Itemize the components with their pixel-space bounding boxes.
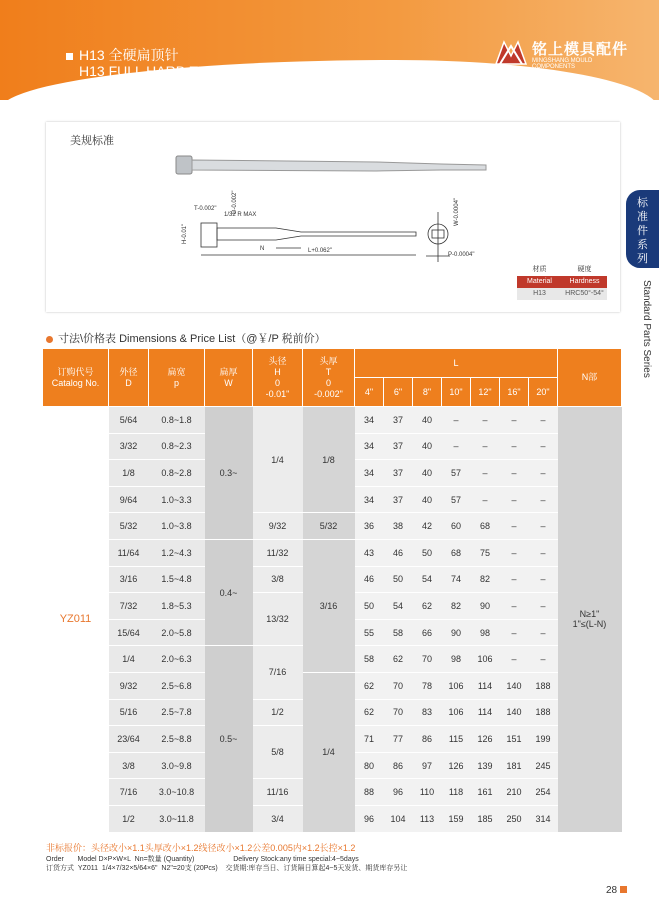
price-cell: 161 — [471, 779, 500, 806]
p-cell: 2.5~6.8 — [149, 672, 205, 699]
p-cell: 0.8~2.3 — [149, 433, 205, 460]
price-cell: 43 — [355, 539, 384, 566]
p-cell: 1.0~3.3 — [149, 486, 205, 513]
col-l-6: 20" — [529, 378, 558, 407]
col-l-4: 12" — [471, 378, 500, 407]
price-cell: 54 — [384, 593, 413, 620]
h-cell: 5/8 — [253, 726, 303, 779]
price-cell: 57 — [442, 460, 471, 487]
price-cell: – — [471, 407, 500, 434]
price-cell: – — [529, 593, 558, 620]
col-w: 扁厚 W — [205, 349, 253, 407]
price-cell: – — [529, 460, 558, 487]
drawing-heading: 美规标准 — [70, 135, 114, 147]
order-info — [46, 855, 407, 873]
d-cell: 5/64 — [109, 407, 149, 434]
w-cell: 0.5~ — [205, 646, 253, 832]
price-cell: 110 — [413, 779, 442, 806]
price-cell: 199 — [529, 726, 558, 753]
price-cell: 42 — [413, 513, 442, 540]
price-cell: 151 — [500, 726, 529, 753]
price-cell: 188 — [529, 672, 558, 699]
price-cell: 40 — [413, 433, 442, 460]
p-cell: 2.5~8.8 — [149, 726, 205, 753]
price-cell: 60 — [442, 513, 471, 540]
page-number-text: 28 — [606, 885, 618, 896]
title-square-icon — [66, 53, 73, 60]
col-catalog: 订购代号 Catalog No. — [43, 349, 109, 407]
price-cell: 106 — [442, 699, 471, 726]
logo-mark-icon — [494, 36, 528, 68]
dim-t: T-0.002" — [194, 206, 217, 212]
col-p: 扁宽 p — [149, 349, 205, 407]
price-cell: – — [529, 539, 558, 566]
price-cell: 96 — [384, 779, 413, 806]
price-cell: 58 — [384, 619, 413, 646]
dim-d: D-0.002" — [232, 190, 238, 214]
price-cell: 66 — [413, 619, 442, 646]
price-cell: 40 — [413, 486, 442, 513]
d-cell: 5/32 — [109, 513, 149, 540]
price-list-title-text: 寸法\价格表 Dimensions & Price List（@￥/P 税前价） — [58, 333, 326, 345]
title-cn: H13 全硬扁顶针 — [79, 47, 179, 63]
dim-p: P-0.0004" — [448, 252, 475, 258]
side-tab-char: 件 — [637, 225, 648, 237]
price-cell: 75 — [471, 539, 500, 566]
bullet-dot-icon — [46, 336, 53, 343]
price-cell: 62 — [355, 699, 384, 726]
material-sub: Material — [517, 276, 562, 288]
table-row — [43, 513, 622, 540]
h-cell: 9/32 — [253, 513, 303, 540]
price-cell: – — [442, 433, 471, 460]
t-cell: 1/4 — [303, 672, 355, 832]
price-cell: – — [529, 513, 558, 540]
price-cell: 46 — [355, 566, 384, 593]
d-cell: 23/64 — [109, 726, 149, 753]
price-cell: 115 — [442, 726, 471, 753]
price-cell: 34 — [355, 433, 384, 460]
h-cell: 11/32 — [253, 539, 303, 566]
price-cell: 34 — [355, 486, 384, 513]
price-cell: 78 — [413, 672, 442, 699]
price-cell: 54 — [413, 566, 442, 593]
price-cell: 86 — [413, 726, 442, 753]
h-cell: 3/8 — [253, 566, 303, 593]
price-cell: – — [471, 460, 500, 487]
material-value: H13 — [517, 288, 562, 300]
price-cell: 58 — [355, 646, 384, 673]
page-title — [66, 47, 250, 79]
price-cell: 140 — [500, 672, 529, 699]
price-cell: 181 — [500, 752, 529, 779]
price-cell: 82 — [442, 593, 471, 620]
price-cell: – — [500, 513, 529, 540]
side-tab-char: 系 — [637, 239, 648, 251]
price-cell: 98 — [442, 646, 471, 673]
dim-h: H-0.01" — [182, 223, 188, 244]
d-cell: 9/32 — [109, 672, 149, 699]
price-cell: 104 — [384, 805, 413, 832]
page-number — [606, 885, 627, 896]
price-cell: 71 — [355, 726, 384, 753]
price-cell: 140 — [500, 699, 529, 726]
t-cell: 1/8 — [303, 407, 355, 513]
price-cell: 55 — [355, 619, 384, 646]
price-cell: 97 — [413, 752, 442, 779]
price-cell: 114 — [471, 699, 500, 726]
h-cell: 11/16 — [253, 779, 303, 806]
p-cell: 1.5~4.8 — [149, 566, 205, 593]
price-cell: 37 — [384, 407, 413, 434]
price-cell: 254 — [529, 779, 558, 806]
price-cell: 82 — [471, 566, 500, 593]
p-cell: 0.8~2.8 — [149, 460, 205, 487]
hardness-sub: Hardness — [562, 276, 607, 288]
price-cell: – — [529, 566, 558, 593]
p-cell: 2.0~6.3 — [149, 646, 205, 673]
price-cell: 68 — [471, 513, 500, 540]
price-cell: 50 — [355, 593, 384, 620]
price-cell: 188 — [529, 699, 558, 726]
p-cell: 2.5~7.8 — [149, 699, 205, 726]
w-cell: 0.3~ — [205, 407, 253, 540]
price-cell: – — [529, 407, 558, 434]
price-cell: 314 — [529, 805, 558, 832]
price-cell: – — [529, 646, 558, 673]
price-cell: – — [500, 619, 529, 646]
price-cell: – — [442, 407, 471, 434]
price-cell: 40 — [413, 407, 442, 434]
t-cell: 5/32 — [303, 513, 355, 540]
price-cell: 77 — [384, 726, 413, 753]
price-cell: 250 — [500, 805, 529, 832]
price-cell: 68 — [442, 539, 471, 566]
price-cell: 113 — [413, 805, 442, 832]
price-cell: 50 — [413, 539, 442, 566]
d-cell: 11/64 — [109, 539, 149, 566]
w-cell: 0.4~ — [205, 539, 253, 645]
d-cell: 15/64 — [109, 619, 149, 646]
dim-n: N — [260, 246, 265, 252]
price-cell: 37 — [384, 486, 413, 513]
dim-r: 1/32 R MAX — [224, 212, 257, 218]
material-table — [517, 264, 607, 300]
price-cell: 159 — [442, 805, 471, 832]
col-d: 外径 D — [109, 349, 149, 407]
price-cell: 57 — [442, 486, 471, 513]
price-cell: – — [500, 407, 529, 434]
price-cell: 62 — [384, 646, 413, 673]
d-cell: 1/4 — [109, 646, 149, 673]
price-cell: 62 — [355, 672, 384, 699]
price-cell: 90 — [442, 619, 471, 646]
d-cell: 1/2 — [109, 805, 149, 832]
col-t: 头厚 T 0 -0.002" — [303, 349, 355, 407]
price-cell: 38 — [384, 513, 413, 540]
price-table — [42, 348, 622, 833]
dim-l: L+0.062" — [308, 248, 332, 254]
price-cell: 98 — [471, 619, 500, 646]
table-row — [43, 407, 622, 434]
h-cell: 1/2 — [253, 699, 303, 726]
price-cell: 46 — [384, 539, 413, 566]
price-cell: 34 — [355, 460, 384, 487]
order-line-2: 订货方式 YZ011 1/4×7/32×5/64×6" N2"=20支 (20Pcs) 交货期:库存当日、订货隔日算起4~5天发货、期货库存另让 — [46, 865, 408, 872]
hardness-value: HRC50°-54° — [562, 288, 607, 300]
price-cell: – — [500, 486, 529, 513]
page-square-icon — [620, 886, 627, 893]
price-cell: 74 — [442, 566, 471, 593]
price-cell: – — [500, 460, 529, 487]
h-cell: 7/16 — [253, 646, 303, 699]
d-cell: 1/8 — [109, 460, 149, 487]
hardness-head: 硬度 — [562, 264, 607, 276]
side-tab-char: 标 — [637, 197, 648, 209]
side-tab-char: 准 — [637, 211, 648, 223]
p-cell: 1.8~5.3 — [149, 593, 205, 620]
p-cell: 1.0~3.8 — [149, 513, 205, 540]
price-cell: – — [529, 619, 558, 646]
d-cell: 3/32 — [109, 433, 149, 460]
price-cell: – — [500, 433, 529, 460]
price-cell: 118 — [442, 779, 471, 806]
price-cell: – — [529, 433, 558, 460]
n-cell: N≥1" 1"≤(L-N) — [558, 407, 622, 833]
price-cell: 70 — [384, 699, 413, 726]
table-row — [43, 539, 622, 566]
price-cell: 114 — [471, 672, 500, 699]
price-cell: – — [500, 539, 529, 566]
h-cell: 1/4 — [253, 407, 303, 513]
p-cell: 2.0~5.8 — [149, 619, 205, 646]
price-cell: – — [500, 566, 529, 593]
d-cell: 9/64 — [109, 486, 149, 513]
price-cell: 40 — [413, 460, 442, 487]
side-tab-en: Standard Parts Series — [641, 280, 652, 378]
page-header — [0, 0, 659, 100]
price-cell: 37 — [384, 433, 413, 460]
price-cell: – — [500, 593, 529, 620]
price-cell: 88 — [355, 779, 384, 806]
nonstandard-note: 非标报价：头径改小×1.1头厚改小×1.2线径改小×1.2公差0.005内×1.2长控×1.2 — [46, 843, 356, 853]
price-cell: 106 — [471, 646, 500, 673]
p-cell: 3.0~9.8 — [149, 752, 205, 779]
price-cell: – — [471, 433, 500, 460]
d-cell: 3/8 — [109, 752, 149, 779]
brand-logo — [494, 36, 634, 72]
price-cell: 34 — [355, 407, 384, 434]
col-l-1: 6" — [384, 378, 413, 407]
price-cell: 96 — [355, 805, 384, 832]
col-l-2: 8" — [413, 378, 442, 407]
price-cell: 139 — [471, 752, 500, 779]
d-cell: 3/16 — [109, 566, 149, 593]
logo-en: MINGSHANG MOULD COMPONENTS — [532, 58, 593, 70]
price-cell: 70 — [413, 646, 442, 673]
d-cell: 7/16 — [109, 779, 149, 806]
h-cell: 13/32 — [253, 593, 303, 646]
d-cell: 7/32 — [109, 593, 149, 620]
price-cell: 62 — [413, 593, 442, 620]
price-cell: – — [471, 486, 500, 513]
h-cell: 3/4 — [253, 805, 303, 832]
price-list-title — [46, 330, 326, 346]
col-n: N部 — [558, 349, 622, 407]
col-l-3: 10" — [442, 378, 471, 407]
table-row — [43, 672, 622, 699]
price-cell: 126 — [471, 726, 500, 753]
price-cell: 83 — [413, 699, 442, 726]
t-cell: 3/16 — [303, 539, 355, 672]
price-cell: 210 — [500, 779, 529, 806]
p-cell: 3.0~10.8 — [149, 779, 205, 806]
price-cell: – — [529, 486, 558, 513]
col-l: L — [355, 349, 558, 378]
material-head: 材质 — [517, 264, 562, 276]
price-cell: 86 — [384, 752, 413, 779]
dim-w: W-0.0004" — [454, 197, 460, 226]
price-cell: 70 — [384, 672, 413, 699]
side-tab[interactable] — [626, 190, 659, 268]
logo-cn: 铭上模具配件 — [532, 41, 629, 58]
title-en: H13 FULL HARD THIMBLE — [79, 63, 251, 79]
p-cell: 0.8~1.8 — [149, 407, 205, 434]
price-cell: 245 — [529, 752, 558, 779]
col-h: 头径 H 0 -0.01" — [253, 349, 303, 407]
price-cell: 90 — [471, 593, 500, 620]
price-cell: 37 — [384, 460, 413, 487]
price-cell: – — [500, 646, 529, 673]
price-cell: 106 — [442, 672, 471, 699]
side-tab-char: 列 — [637, 253, 648, 265]
catalog-cell: YZ011 — [43, 407, 109, 833]
d-cell: 5/16 — [109, 699, 149, 726]
price-cell: 80 — [355, 752, 384, 779]
price-cell: 126 — [442, 752, 471, 779]
price-cell: 36 — [355, 513, 384, 540]
p-cell: 1.2~4.3 — [149, 539, 205, 566]
col-l-0: 4" — [355, 378, 384, 407]
price-cell: 185 — [471, 805, 500, 832]
price-cell: 50 — [384, 566, 413, 593]
order-line-1: Order Model D×P×W×L Nn=数量 (Quantity) Delivery Stock:any time special:4~5days — [46, 856, 359, 863]
p-cell: 3.0~11.8 — [149, 805, 205, 832]
col-l-5: 16" — [500, 378, 529, 407]
